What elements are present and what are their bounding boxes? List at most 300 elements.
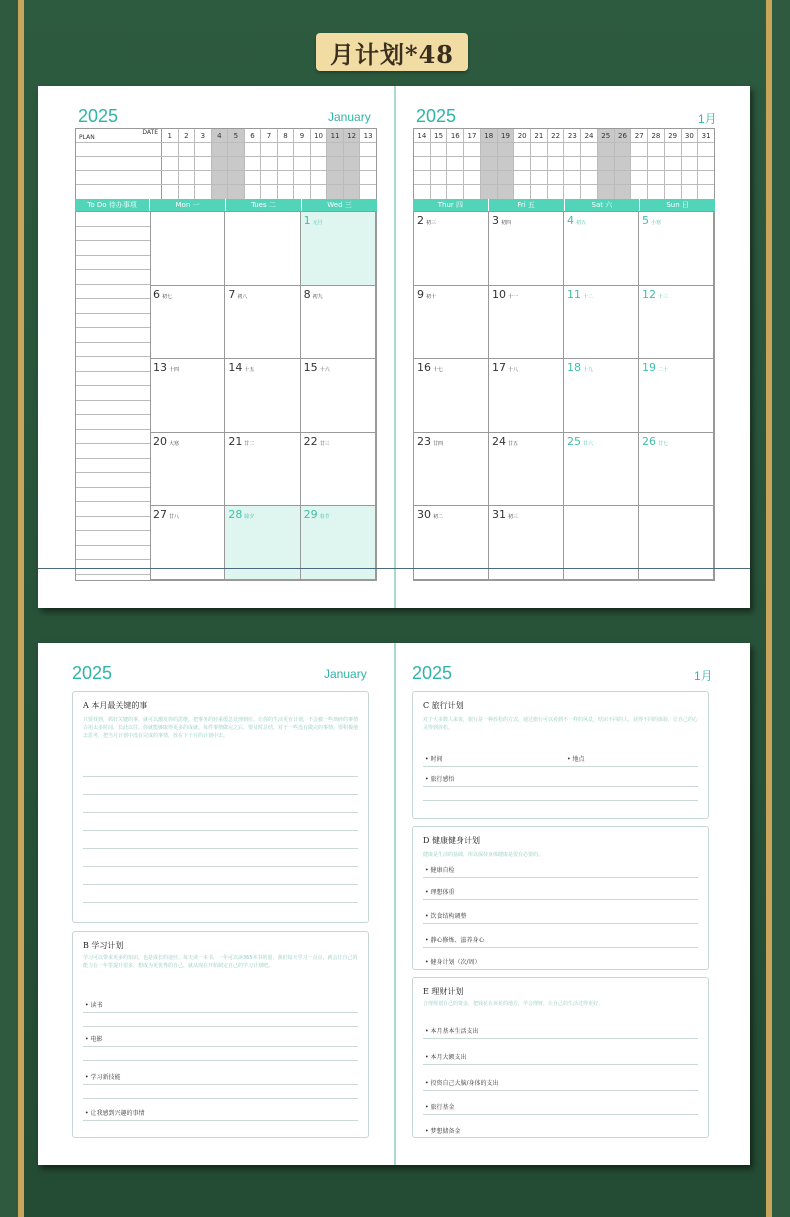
calendar-day (564, 433, 639, 507)
box-a-title: A 本月最关键的事 (83, 701, 148, 710)
calendar-day (225, 212, 300, 286)
plan-cell (414, 143, 431, 156)
calendar-day (639, 286, 714, 360)
plan-cell (464, 171, 481, 184)
day-number: 11 (327, 129, 344, 142)
lunar-date: 十六 (319, 367, 330, 374)
todo-line (76, 314, 150, 329)
writing-line (423, 947, 698, 948)
plan-cell (598, 185, 615, 199)
weekday-header: Sun 日 (666, 201, 689, 209)
plan-row (414, 171, 714, 185)
todo-line (76, 502, 150, 517)
day-number: 12 (642, 287, 656, 301)
plan-row (76, 129, 376, 143)
lunar-date: 廿八 (169, 514, 180, 521)
left-calendar (150, 211, 377, 581)
todo-line (76, 357, 150, 372)
weekday-header: Wed 三 (327, 201, 352, 209)
plan-label-cell (76, 129, 162, 142)
plan-row (76, 143, 376, 157)
writing-line (423, 1064, 698, 1065)
day-number: 2 (179, 129, 196, 142)
plan-cell (665, 185, 682, 199)
day-number: 1 (303, 214, 311, 227)
writing-line (83, 830, 358, 831)
lunar-date: 元旦 (312, 220, 323, 226)
divider-line (38, 568, 750, 569)
todo-line (76, 299, 150, 314)
day-number: 29 (665, 129, 682, 142)
plan-row (414, 157, 714, 171)
calendar-day (301, 433, 376, 507)
plan-cell (598, 171, 615, 184)
plan-cell (261, 157, 278, 170)
lunar-date: 初四 (501, 220, 512, 226)
health-item: • 静心修炼、滋养身心 (425, 937, 485, 944)
plan-cell (548, 143, 565, 156)
plan-cell (431, 143, 448, 156)
finance-item: • 本月基本生活支出 (425, 1028, 479, 1035)
plan-cell (615, 185, 632, 199)
plan-cell (481, 143, 498, 156)
plan-cell (615, 171, 632, 184)
todo-line (76, 227, 150, 242)
lunar-date: 初十 (426, 293, 437, 300)
todo-line (76, 386, 150, 401)
day-number: 22 (548, 129, 565, 142)
plan-cell (581, 143, 598, 156)
left-month: January (324, 667, 367, 681)
day-number: 31 (701, 132, 711, 140)
plan-cell (648, 157, 665, 170)
study-item: • 学习新技能 (85, 1074, 121, 1081)
plan-cell (665, 171, 682, 184)
calendar-day (301, 359, 376, 433)
plan-cell (228, 157, 245, 170)
right-plan-grid (413, 128, 715, 200)
plan-cell (344, 185, 361, 199)
plan-cell (564, 171, 581, 184)
day-number: 31 (492, 508, 506, 522)
todo-line (76, 343, 150, 358)
day-number: 2 (417, 214, 424, 227)
writing-line (423, 800, 698, 801)
plan-cell (498, 185, 515, 199)
day-number: 27 (153, 508, 167, 522)
plan-row (76, 171, 376, 185)
health-item: • 理想体重 (425, 889, 455, 896)
day-number: 18 (481, 129, 498, 142)
lunar-date: 十八 (508, 367, 519, 374)
study-item: • 读书 (85, 1002, 103, 1009)
plan-cell (179, 157, 196, 170)
plan-cell (212, 171, 229, 184)
weekday-header: Tues 二 (226, 199, 302, 211)
plan-cell (481, 171, 498, 184)
writing-line (83, 902, 358, 903)
lunar-date: 十二 (583, 293, 594, 300)
plan-row (414, 129, 714, 143)
day-number: 3 (195, 129, 212, 142)
box-b-title: B 学习计划 (83, 941, 124, 950)
writing-line (83, 794, 358, 795)
lunar-date: 除夕 (244, 514, 255, 521)
lunar-date: 初五 (576, 220, 587, 226)
plan-cell (548, 185, 565, 199)
plan-cell (581, 171, 598, 184)
plan-cell (311, 171, 328, 184)
plan-cell (698, 157, 714, 170)
day-number: 9 (417, 287, 424, 301)
plan-cell (261, 143, 278, 156)
day-number: 7 (228, 287, 236, 301)
lunar-date: 初三 (426, 220, 437, 226)
lunar-date: 初七 (162, 293, 173, 300)
todo-line (76, 270, 150, 285)
calendar-day (414, 212, 489, 286)
plan-cell (665, 143, 682, 156)
day-number: 5 (642, 214, 649, 227)
lunar-date: 十五 (244, 367, 255, 374)
plan-cell (327, 157, 344, 170)
product-title-badge: 月计划*48 (316, 33, 468, 71)
todo-line (76, 212, 150, 227)
finance-item: • 旅行基金 (425, 1104, 455, 1111)
lunar-date: 廿五 (508, 440, 519, 447)
plan-cell (245, 157, 262, 170)
calendar-day (639, 433, 714, 507)
plan-cell (431, 185, 448, 199)
todo-line (76, 473, 150, 488)
plan-cell (464, 157, 481, 170)
day-number: 15 (431, 129, 448, 142)
plan-cell (179, 171, 196, 184)
calendar-day (150, 286, 225, 360)
plan-cell (548, 171, 565, 184)
lunar-date: 廿六 (583, 440, 594, 447)
plan-cell (682, 157, 699, 170)
writing-line (83, 1120, 358, 1121)
plan-cell (212, 143, 229, 156)
plan-cell (294, 143, 311, 156)
box-c-description: 对于大多数人来说，旅行是一种放松的方式，通过旅行可以看到不一样的风景，结识不同的人，获得不同的体验，让自己的心灵得到放松。 (423, 717, 699, 731)
writing-line (83, 1098, 358, 1099)
finance-item: • 投资自己大脑/身体的支出 (425, 1080, 499, 1087)
plan-cell (447, 185, 464, 199)
finance-item: • 本月大额支出 (425, 1054, 467, 1061)
todo-line (76, 285, 150, 300)
study-item: • 让我感到兴趣的事情 (85, 1110, 145, 1117)
plan-cell (615, 157, 632, 170)
todo-column (75, 211, 151, 581)
todo-line (76, 444, 150, 459)
plan-cell (414, 157, 431, 170)
plan-cell (344, 171, 361, 184)
day-number: 15 (303, 361, 318, 375)
todo-line (76, 546, 150, 561)
plan-cell (464, 143, 481, 156)
plan-row (76, 157, 376, 171)
calendar-day (150, 212, 225, 286)
plan-cell (344, 157, 361, 170)
writing-line (83, 848, 358, 849)
study-item: • 电影 (85, 1036, 103, 1043)
lunar-date: 廿三 (319, 440, 330, 447)
box-a-description: 只要找到，抓好关键的事，就可以激发你的思维，把事务的轻重缓急处理到位。让你的生活更有计划，不会被一些琐碎的事情占用太多时间，长此以往，你就能够取得更多的成就。每件事情做完之后，要及时总结，对于一些没有做完的事情，要积极地去思考，把当月计划中没有完成的事情，放在下个月的计划中去。 (83, 717, 359, 739)
plan-cell (327, 143, 344, 156)
calendar-day (414, 286, 489, 360)
plan-label-cell (76, 143, 162, 156)
right-year: 2025 (412, 663, 453, 683)
day-number: 4 (567, 214, 574, 227)
day-number: 25 (598, 129, 615, 142)
day-number: 16 (447, 129, 464, 142)
lunar-date: 十四 (169, 367, 180, 374)
right-year: 2025 (416, 106, 457, 126)
plan-cell (631, 143, 648, 156)
plan-cell (682, 185, 699, 199)
day-number: 20 (514, 129, 531, 142)
day-number: 5 (228, 129, 245, 142)
box-key-matters (72, 691, 369, 923)
todo-line (76, 415, 150, 430)
calendar-day (414, 433, 489, 507)
weekday-header: Fri 五 (489, 199, 565, 211)
plan-label-cell (76, 157, 162, 170)
plan-cell (195, 157, 212, 170)
plan-cell (564, 157, 581, 170)
left-week-header (75, 199, 377, 211)
writing-line (83, 1084, 358, 1085)
writing-line (83, 776, 358, 777)
calendar-day (225, 433, 300, 507)
weekday-header: Sat 六 (565, 199, 641, 211)
plan-cell (698, 143, 714, 156)
lunar-date: 十一 (508, 293, 519, 300)
day-number: 8 (278, 129, 295, 142)
book-spine (394, 86, 396, 608)
day-number: 30 (417, 508, 431, 522)
day-number: 26 (615, 129, 632, 142)
plan-cell (531, 185, 548, 199)
day-number: 12 (344, 129, 361, 142)
day-number: 7 (261, 129, 278, 142)
day-number: 13 (363, 132, 373, 140)
writing-line (83, 1012, 358, 1013)
plan-cell (564, 143, 581, 156)
box-travel-plan (412, 691, 709, 819)
plan-cell (581, 157, 598, 170)
plan-cell (431, 157, 448, 170)
plan-cell (698, 185, 714, 199)
calendar-day (489, 359, 564, 433)
lunar-date: 廿二 (244, 440, 255, 447)
plan-cell (447, 171, 464, 184)
plan-cell (360, 157, 376, 170)
planning-spread (38, 643, 750, 1165)
plan-cell (414, 171, 431, 184)
lunar-date: 初八 (237, 293, 248, 300)
day-number: 24 (492, 434, 506, 448)
plan-cell (514, 171, 531, 184)
calendar-day (225, 359, 300, 433)
plan-cell (431, 171, 448, 184)
day-number: 16 (417, 361, 431, 375)
day-number: 6 (153, 287, 160, 301)
plan-cell (360, 185, 376, 199)
todo-line (76, 372, 150, 387)
day-number: 17 (464, 129, 481, 142)
day-number: 10 (311, 129, 328, 142)
plan-row (414, 185, 714, 199)
plan-cell (414, 185, 431, 199)
lunar-date: 大寒 (169, 440, 180, 447)
day-number: 28 (648, 129, 665, 142)
lunar-date: 初九 (312, 293, 323, 300)
plan-cell (481, 185, 498, 199)
plan-cell (531, 157, 548, 170)
left-month: January (328, 110, 371, 124)
travel-item: • 地点 (567, 756, 585, 763)
lunar-date: 二十 (658, 367, 669, 374)
calendar-day (301, 286, 376, 360)
day-number: 25 (567, 434, 581, 448)
todo-line (76, 241, 150, 256)
travel-item: • 时间 (425, 756, 443, 763)
calendar-day (639, 359, 714, 433)
plan-cell (245, 185, 262, 199)
lunar-date: 廿四 (433, 440, 444, 447)
plan-cell (698, 171, 714, 184)
plan-cell (261, 171, 278, 184)
finance-item: • 梦想储备金 (425, 1128, 461, 1135)
day-number: 4 (212, 129, 229, 142)
calendar-day (639, 212, 714, 286)
lunar-date: 小寒 (651, 220, 662, 226)
plan-row (76, 185, 376, 199)
plan-cell (631, 171, 648, 184)
writing-line (423, 877, 698, 878)
plan-row (414, 143, 714, 157)
plan-label-cell (76, 185, 162, 199)
day-number: 23 (564, 129, 581, 142)
plan-cell (212, 185, 229, 199)
plan-cell (179, 143, 196, 156)
plan-cell (228, 171, 245, 184)
calendar-day (489, 286, 564, 360)
plan-cell (311, 143, 328, 156)
lunar-date: 十七 (433, 367, 444, 374)
plan-cell (228, 143, 245, 156)
plan-cell (514, 157, 531, 170)
plan-cell (682, 143, 699, 156)
box-c-title: C 旅行计划 (423, 701, 464, 710)
box-b-description: 学习可以带来更多的知识，也是成长的途径。每天读一本书，一年可以读365本书的量，我们每天学习一点点，就会让自己的能力在一年里提升很多，想成为更优秀的自己，就从现在开始制定自己的学习计划吧。 (83, 955, 358, 969)
plan-cell (481, 157, 498, 170)
day-number: 21 (228, 434, 243, 448)
day-number: 8 (303, 287, 311, 301)
plan-cell (311, 157, 328, 170)
right-calendar (413, 211, 715, 581)
gold-frame-right (766, 0, 772, 1217)
plan-cell (294, 157, 311, 170)
book-spine (394, 643, 396, 1165)
plan-cell (278, 157, 295, 170)
plan-cell (195, 171, 212, 184)
day-number: 19 (498, 129, 515, 142)
plan-cell (648, 143, 665, 156)
plan-cell (261, 185, 278, 199)
writing-line (83, 1060, 358, 1061)
plan-cell (195, 185, 212, 199)
day-number: 14 (228, 361, 243, 375)
plan-cell (598, 157, 615, 170)
day-number: 23 (417, 434, 431, 448)
plan-cell (162, 185, 179, 199)
box-e-title: E 理财计划 (423, 987, 464, 996)
box-finance-plan (412, 977, 709, 1138)
plan-cell (631, 185, 648, 199)
day-number: 17 (492, 361, 506, 375)
day-number: 26 (642, 434, 656, 448)
day-number: 20 (153, 434, 167, 448)
day-number: 19 (642, 361, 656, 375)
writing-line (423, 923, 698, 924)
left-plan-grid (75, 128, 377, 200)
plan-cell (498, 157, 515, 170)
lunar-date: 初三 (508, 514, 519, 521)
todo-line (76, 517, 150, 532)
health-item: • 健身计划（次/周） (425, 959, 481, 966)
plan-cell (598, 143, 615, 156)
left-year: 2025 (78, 106, 119, 126)
box-health-plan (412, 826, 709, 970)
plan-cell (278, 143, 295, 156)
plan-cell (514, 185, 531, 199)
box-d-description: 健康是生活的基础，所以保持身体健康是很有必要的。 (423, 852, 544, 858)
plan-cell (548, 157, 565, 170)
writing-line (83, 884, 358, 885)
plan-cell (278, 171, 295, 184)
writing-line (423, 1090, 698, 1091)
day-number: 9 (294, 129, 311, 142)
writing-line (423, 899, 698, 900)
box-d-title: D 健康健身计划 (423, 836, 480, 845)
health-item: • 饮食结构调整 (425, 913, 467, 920)
plan-cell (360, 171, 376, 184)
todo-line (76, 488, 150, 503)
plan-cell (531, 171, 548, 184)
box-study-plan (72, 931, 369, 1138)
calendar-day (564, 286, 639, 360)
lunar-date: 初二 (433, 514, 444, 521)
day-number: 24 (581, 129, 598, 142)
day-number: 10 (492, 287, 506, 301)
day-number: 14 (414, 129, 431, 142)
day-number: 21 (531, 129, 548, 142)
plan-cell (665, 157, 682, 170)
plan-cell (327, 171, 344, 184)
calendar-day (489, 212, 564, 286)
plan-cell (648, 185, 665, 199)
writing-line (83, 866, 358, 867)
plan-cell (648, 171, 665, 184)
date-label: DATE (142, 129, 158, 136)
calendar-day (150, 433, 225, 507)
plan-cell (498, 171, 515, 184)
plan-cell (447, 143, 464, 156)
